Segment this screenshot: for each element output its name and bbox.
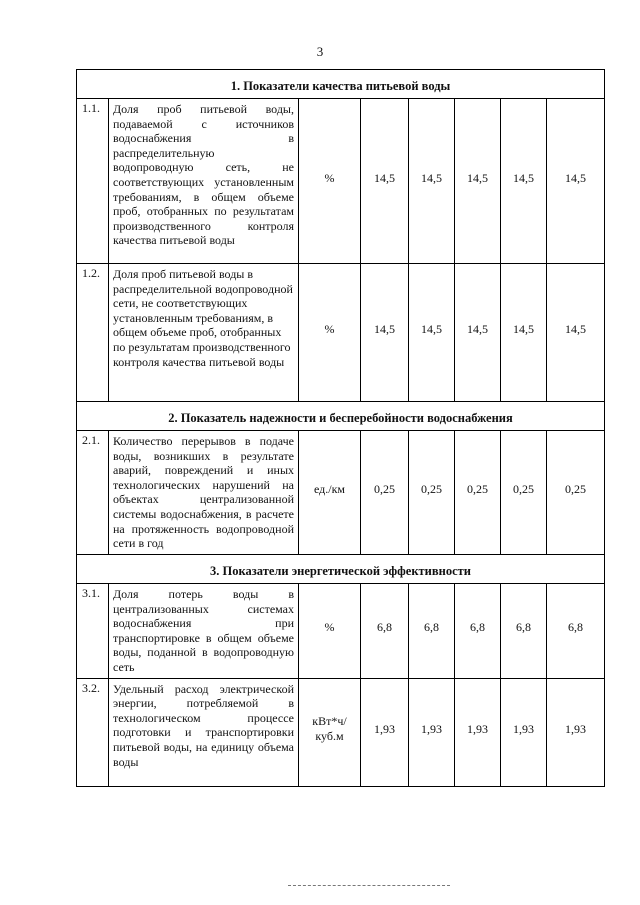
table-row <box>77 584 605 679</box>
row-value: 6,8 <box>409 584 455 679</box>
row-unit: % <box>299 99 361 264</box>
row-number: 2.1. <box>77 431 109 555</box>
row-number: 3.1. <box>77 584 109 679</box>
row-unit: ед./км <box>299 431 361 555</box>
row-description: Количество перерывов в подаче воды, возникших в результате аварий, повреждений и иных технологических нарушений на объектах централизованной системы водоснабжения, в расчете на протяженность водопроводной сети в год <box>109 431 299 555</box>
row-value: 14,5 <box>501 264 547 402</box>
page-number: 3 <box>316 44 324 59</box>
indicators-table <box>76 69 605 787</box>
row-unit: % <box>299 264 361 402</box>
row-value: 6,8 <box>547 584 605 679</box>
row-value: 0,25 <box>361 431 409 555</box>
table-row <box>77 264 605 402</box>
table-row <box>77 431 605 555</box>
row-value: 14,5 <box>547 99 605 264</box>
footer-divider <box>288 885 450 886</box>
row-value: 0,25 <box>501 431 547 555</box>
row-value: 14,5 <box>455 99 501 264</box>
row-value: 14,5 <box>409 99 455 264</box>
row-description: Доля потерь воды в централизованных системах водоснабжения при транспортировке в общем объеме воды, поданной в водопроводную сеть <box>109 584 299 679</box>
row-description: Удельный расход электрической энергии, потребляемой в технологическом процессе подготовки и транспортировки питьевой воды, на единицу объема воды <box>109 678 299 786</box>
row-description: Доля проб питьевой воды, подаваемой с источников водоснабжения в распределительную водопроводную сеть, не соответствующих установленным требованиям, в общем объеме проб, отобранных по результатам производственного контроля качества питьевой воды <box>109 99 299 264</box>
row-value: 1,93 <box>501 678 547 786</box>
row-unit: кВт*ч/ куб.м <box>299 678 361 786</box>
row-value: 0,25 <box>547 431 605 555</box>
row-value: 14,5 <box>361 264 409 402</box>
section-title: 2. Показатель надежности и бесперебойности водоснабжения <box>77 402 605 431</box>
row-value: 1,93 <box>547 678 605 786</box>
row-value: 6,8 <box>361 584 409 679</box>
section-title: 1. Показатели качества питьевой воды <box>77 70 605 99</box>
section-title: 3. Показатели энергетической эффективности <box>77 555 605 584</box>
row-value: 1,93 <box>409 678 455 786</box>
section-header-row <box>77 555 605 584</box>
row-number: 1.2. <box>77 264 109 402</box>
row-value: 14,5 <box>547 264 605 402</box>
row-value: 6,8 <box>455 584 501 679</box>
row-value: 1,93 <box>455 678 501 786</box>
row-number: 3.2. <box>77 678 109 786</box>
table-row <box>77 99 605 264</box>
table-row <box>77 678 605 786</box>
row-value: 0,25 <box>455 431 501 555</box>
row-unit: % <box>299 584 361 679</box>
row-value: 14,5 <box>409 264 455 402</box>
section-header-row <box>77 70 605 99</box>
row-value: 14,5 <box>501 99 547 264</box>
row-value: 0,25 <box>409 431 455 555</box>
row-description: Доля проб питьевой воды в распределительной водопроводной сети, не соответствующих установленным требованиям, в общем объеме проб, отобранных по результатам производственного контроля качества питьевой воды <box>109 264 299 402</box>
row-value: 6,8 <box>501 584 547 679</box>
row-value: 14,5 <box>361 99 409 264</box>
row-number: 1.1. <box>77 99 109 264</box>
row-value: 14,5 <box>455 264 501 402</box>
section-header-row <box>77 402 605 431</box>
row-value: 1,93 <box>361 678 409 786</box>
